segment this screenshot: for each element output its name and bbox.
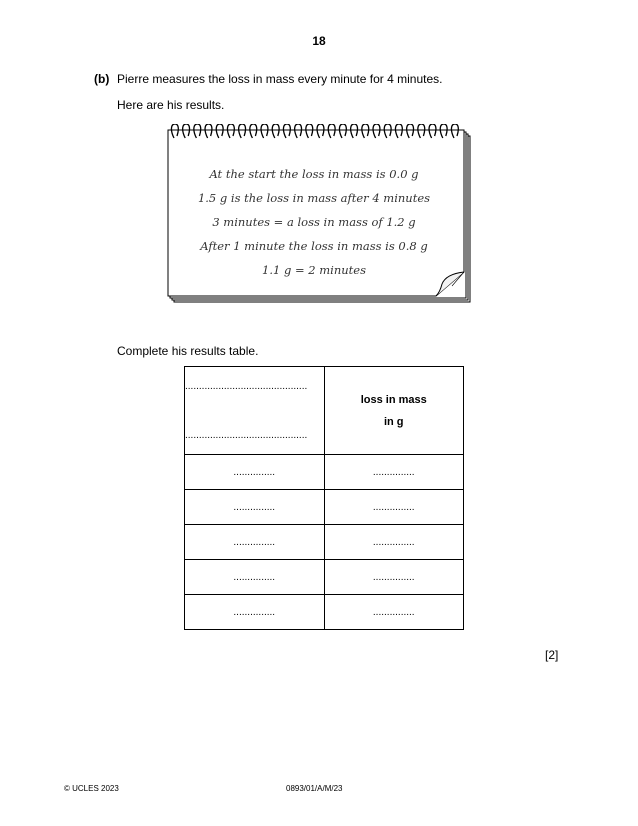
answer-cell-mass[interactable]: ............... [324,525,464,560]
table-row [185,595,464,630]
page-number: 18 [312,34,326,48]
results-intro-text: Here are his results. [117,98,225,112]
loss-in-mass-heading [324,367,464,455]
heading-blank-top: ............................................ [185,380,308,392]
table-row [185,490,464,525]
answer-cell-mass[interactable]: ............... [324,595,464,630]
instruction-text: Complete his results table. [117,344,259,358]
note-line-4: After 1 minute the loss in mass is 0.8 g [200,239,428,253]
marks-label: [2] [545,648,559,662]
note-line-3: 3 minutes = a loss in mass of 1.2 g [212,215,416,229]
notebook-illustration [166,124,472,306]
answer-cell-time[interactable]: ............... [185,525,325,560]
note-line-2: 1.5 g is the loss in mass after 4 minutes [197,191,431,205]
footer-copyright: © UCLES 2023 [64,784,119,793]
results-table [184,366,464,630]
note-line-1: At the start the loss in mass is 0.0 g [209,167,419,181]
answer-cell-mass[interactable]: ............... [324,490,464,525]
question-part-label: (b) [94,72,110,86]
answer-cell-time[interactable]: ............... [185,490,325,525]
question-text: Pierre measures the loss in mass every minute for 4 minutes. [117,72,443,86]
table-row [185,525,464,560]
answer-cell-mass[interactable]: ............... [324,560,464,595]
heading-blank-bottom: ............................................ [185,429,308,441]
heading-line-1: loss in mass [360,393,427,406]
table-row [185,560,464,595]
answer-cell-time[interactable]: ............... [185,595,325,630]
answer-cell-time[interactable]: ............... [185,455,325,490]
answer-cell-mass[interactable]: ............... [324,455,464,490]
footer-paper-code: 0893/01/A/M/23 [286,784,343,793]
heading-line-2: in g [383,415,404,428]
table-row [185,455,464,490]
answer-cell-time[interactable]: ............... [185,560,325,595]
first-column-heading-blank[interactable] [185,367,325,455]
notebook-notes [166,162,462,282]
table-header-row [185,367,464,455]
note-line-5: 1.1 g = 2 minutes [262,263,366,277]
